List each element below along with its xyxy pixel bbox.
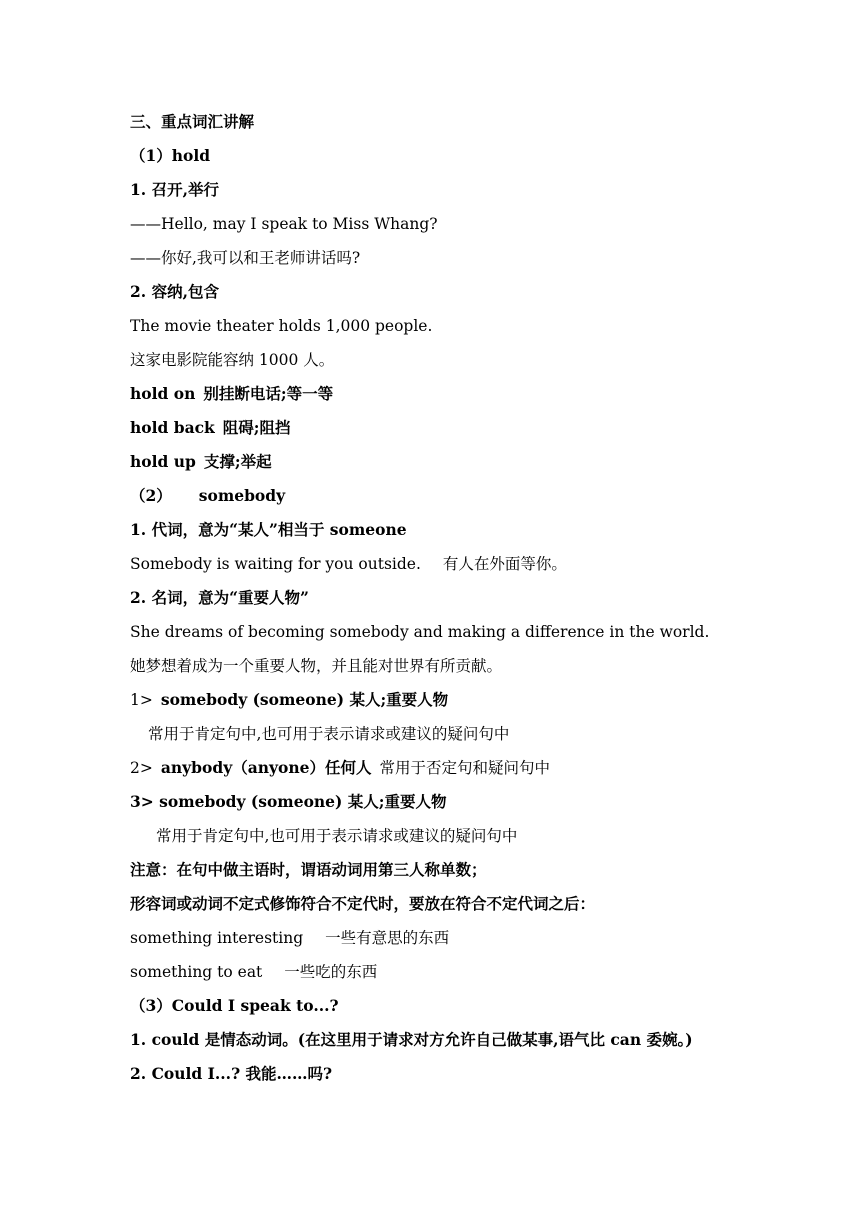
usage-note: 常用于肯定句中,也可用于表示请求或建议的疑问句中 — [148, 725, 510, 743]
phrase-hold-back — [130, 416, 770, 450]
meaning-heading-2: 2. Could I...? 我能……吗? — [130, 1064, 333, 1083]
example-sentence-en: ——Hello, may I speak to Miss Whang? — [130, 215, 438, 233]
item-term: anybody（anyone）任何人 — [160, 758, 372, 777]
usage-note: 常用于否定句和疑问句中 — [379, 759, 551, 777]
example-sentence-zh: 这家电影院能容纳 1000 人。 — [130, 351, 335, 369]
example-sentence-en: Somebody is waiting for you outside. — [130, 555, 421, 573]
phrase-meaning: 别挂断电话;等一等 — [203, 384, 334, 403]
phrase-term: hold back — [130, 418, 215, 437]
example-sentence-en: The movie theater holds 1,000 people. — [130, 317, 433, 335]
meaning-heading-1: 1. could 是情态动词。(在这里用于请求对方允许自己做某事,语气比 can 委婉。) — [130, 1030, 693, 1049]
phrase-hold-on — [130, 382, 770, 416]
usage-note: 常用于肯定句中,也可用于表示请求或建议的疑问句中 — [156, 827, 518, 845]
phrase-term: hold on — [130, 384, 196, 403]
item-term: somebody (someone) 某人;重要人物 — [160, 690, 449, 709]
example-phrase-zh: 一些吃的东西 — [284, 963, 378, 981]
example-sentence-en: She dreams of becoming somebody and making a difference in the world. — [130, 623, 710, 641]
meaning-heading-1: 1. 代词，意为“某人”相当于 someone — [130, 520, 407, 539]
item-number: 2> — [130, 759, 153, 777]
meaning-heading-2: 2. 名词，意为“重要人物” — [130, 588, 309, 607]
example-phrase-pair — [130, 926, 770, 960]
note-line: 形容词或动词不定式修饰符合不定代时，要放在符合不定代词之后： — [130, 894, 596, 913]
usage-item-1 — [130, 688, 770, 722]
vocab-heading-could: （3）Could I speak to...? — [130, 996, 339, 1015]
usage-item-2 — [130, 756, 770, 790]
meaning-heading-1: 1. 召开,举行 — [130, 180, 219, 199]
example-phrase-en: something interesting — [130, 929, 304, 947]
phrase-term: hold up — [130, 452, 196, 471]
phrase-hold-up — [130, 450, 770, 484]
example-sentence-pair — [130, 552, 770, 586]
example-sentence-zh: ——你好,我可以和王老师讲话吗? — [130, 249, 361, 267]
example-phrase-zh: 一些有意思的东西 — [325, 929, 450, 947]
example-sentence-zh: 有人在外面等你。 — [442, 555, 567, 573]
meaning-heading-2: 2. 容纳,包含 — [130, 282, 219, 301]
example-phrase-en: something to eat — [130, 963, 263, 981]
example-phrase-pair — [130, 960, 770, 994]
section-heading: 三、重点词汇讲解 — [130, 112, 255, 131]
note-line: 注意：在句中做主语时，谓语动词用第三人称单数； — [130, 860, 487, 879]
phrase-meaning: 阻碍;阻挡 — [222, 418, 291, 437]
phrase-meaning: 支撑;举起 — [203, 452, 272, 471]
usage-item-3: 3> somebody (someone) 某人;重要人物 — [130, 792, 447, 811]
document-body — [130, 110, 770, 1096]
item-number: 1> — [130, 691, 153, 709]
vocab-heading-hold: （1）hold — [130, 146, 211, 165]
example-sentence-zh: 她梦想着成为一个重要人物，并且能对世界有所贡献。 — [130, 657, 503, 675]
vocab-heading-somebody: （2） somebody — [130, 486, 286, 505]
